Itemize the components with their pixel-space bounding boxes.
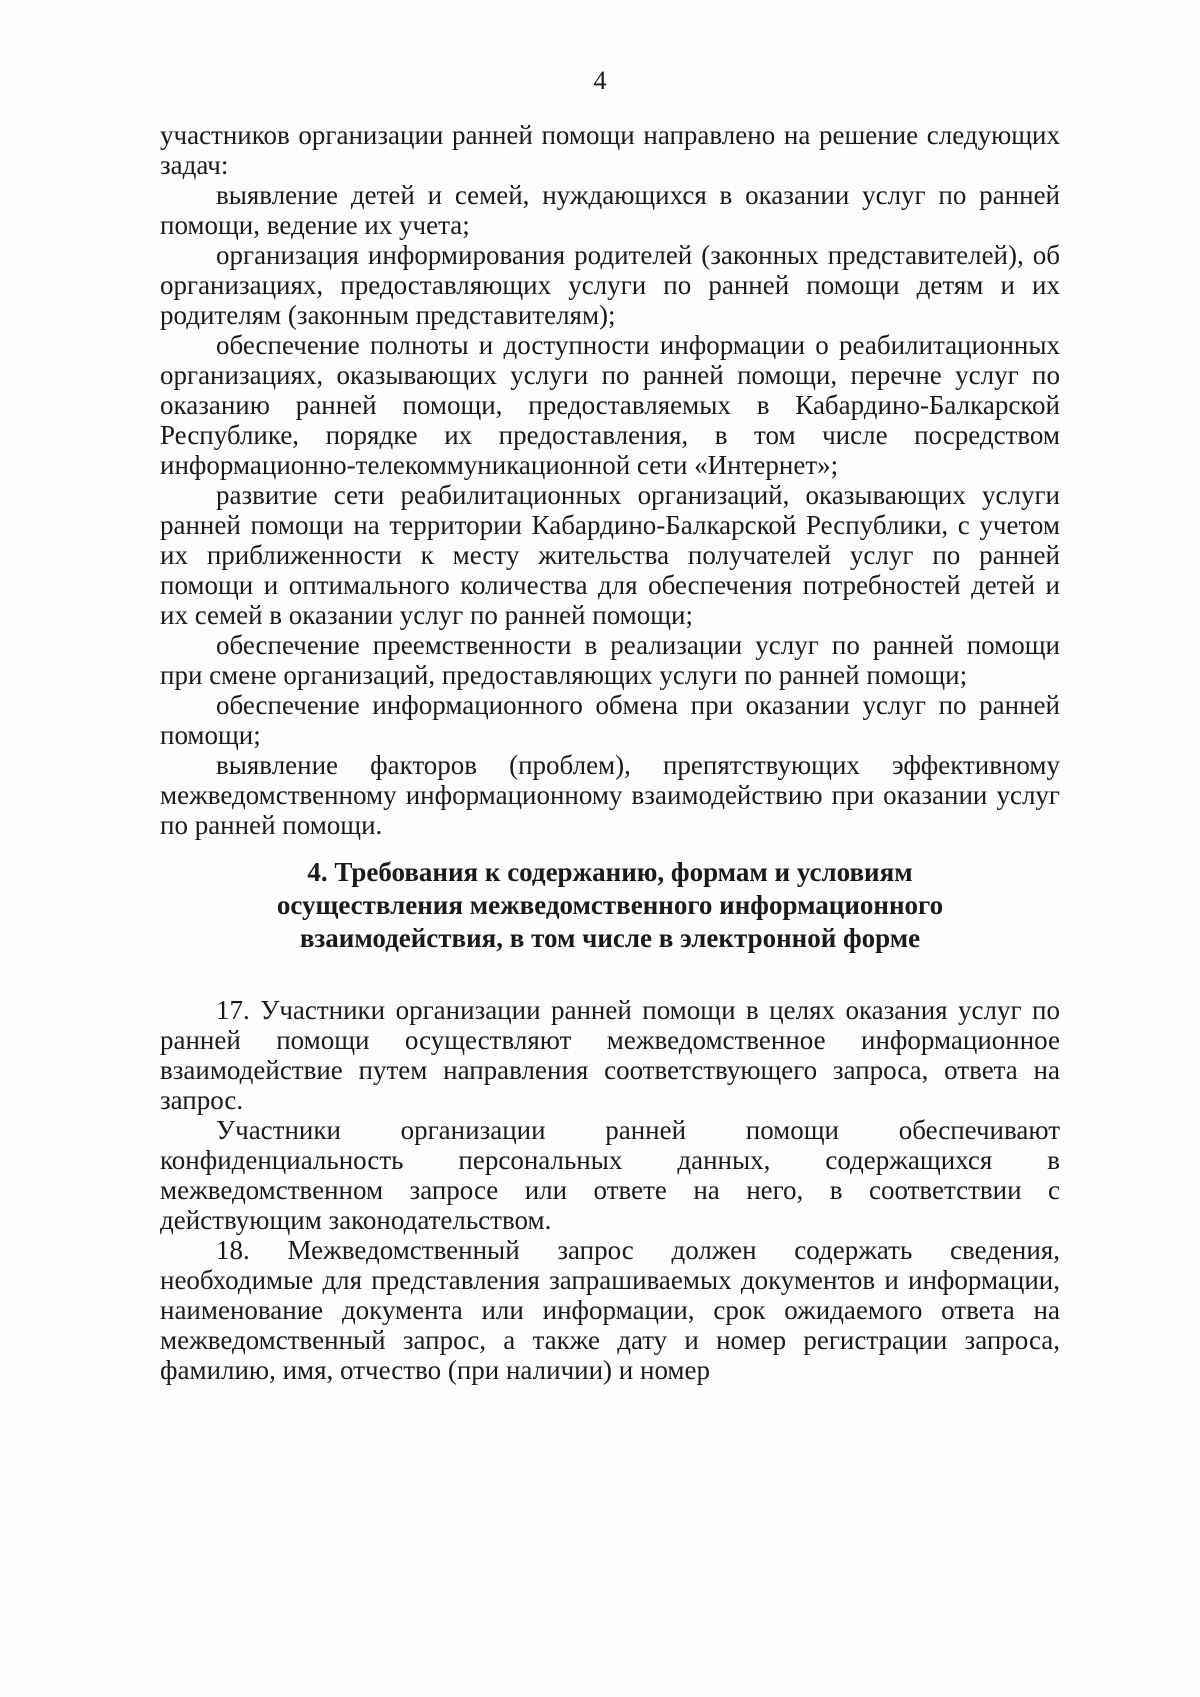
paragraph-task-information-completeness: обеспечение полноты и доступности информации о реабилитационных организациях, оказывающих услуги по ранней помощи, перечне услуг по оказанию ранней помощи, предоставляемых в Кабардино-Балкарской Республике, порядке их предоставления, в том числе посредством информационно-телекоммуникационной сети «Интернет»;	[160, 330, 1060, 480]
paragraph-task-information-exchange: обеспечение информационного обмена при оказании услуг по ранней помощи;	[160, 690, 1060, 750]
paragraph-item-17: 17. Участники организации ранней помощи в целях оказания услуг по ранней помощи осуществляют межведомственное информационное взаимодействие путем направления соответствующего запроса, ответа на запрос.	[160, 995, 1060, 1115]
section-heading: 4. Требования к содержанию, формам и условиям осуществления межведомственного информационного взаимодействия, в том числе в электронной форме	[276, 857, 944, 953]
paragraph-continuation: участников организации ранней помощи направлено на решение следующих задач:	[160, 120, 1060, 180]
paragraph-task-network-development: развитие сети реабилитационных организаций, оказывающих услуги ранней помощи на территории Кабардино-Балкарской Республики, с учетом их приближенности к месту жительства получателей услуг по ранней помощи и оптимального количества для обеспечения потребностей детей и их семей в оказании услуг по ранней помощи;	[160, 480, 1060, 630]
paragraph-item-18: 18. Межведомственный запрос должен содержать сведения, необходимые для представления запрашиваемых документов и информации, наименование документа или информации, срок ожидаемого ответа на межведомственный запрос, а также дату и номер регистрации запроса, фамилию, имя, отчество (при наличии) и номер	[160, 1235, 1060, 1385]
paragraph-confidentiality: Участники организации ранней помощи обеспечивают конфиденциальность персональных данных, содержащихся в межведомственном запросе или ответе на него, в соответствии с действующим законодательством.	[160, 1115, 1060, 1235]
document-body	[160, 120, 1060, 1385]
paragraph-task-identification: выявление детей и семей, нуждающихся в оказании услуг по ранней помощи, ведение их учета;	[160, 180, 1060, 240]
paragraph-task-informing: организация информирования родителей (законных представителей), об организациях, предоставляющих услуги по ранней помощи детям и их родителям (законным представителям);	[160, 240, 1060, 330]
paragraph-task-continuity: обеспечение преемственности в реализации услуг по ранней помощи при смене организаций, предоставляющих услуги по ранней помощи;	[160, 630, 1060, 690]
heading-spacer	[160, 955, 1060, 995]
paragraph-task-problem-identification: выявление факторов (проблем), препятствующих эффективному межведомственному информационному взаимодействию при оказании услуг по ранней помощи.	[160, 750, 1060, 840]
page-number: 4	[593, 66, 607, 95]
